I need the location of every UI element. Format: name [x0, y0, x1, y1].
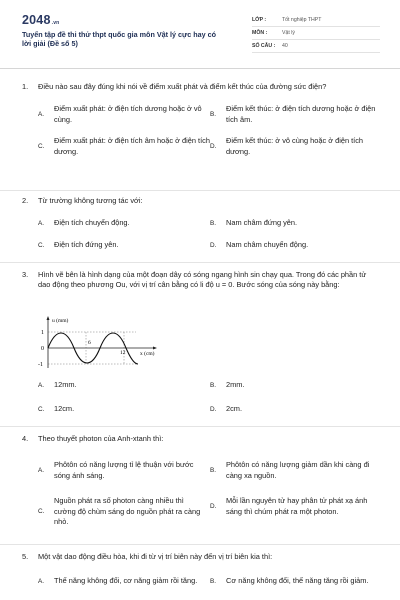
- meta-key: MÔN :: [252, 30, 268, 36]
- option-d[interactable]: [210, 240, 308, 251]
- option-letter: D.: [210, 143, 217, 150]
- meta-value: 40: [282, 43, 288, 49]
- option-letter: B.: [210, 577, 217, 585]
- option-a[interactable]: [38, 218, 130, 229]
- meta-key: SỐ CÂU :: [252, 43, 276, 49]
- question-divider: [0, 426, 400, 427]
- option-letter: A.: [38, 577, 45, 585]
- option-c[interactable]: [38, 404, 74, 415]
- option-text: Nam châm đứng yên.: [226, 218, 298, 227]
- question-4: [22, 434, 380, 544]
- option-letter: B.: [210, 111, 217, 118]
- exam-meta: [252, 14, 380, 53]
- question-5: [22, 552, 380, 598]
- wave-figure: [36, 314, 166, 374]
- question-divider: [0, 544, 400, 545]
- meta-value: Vật lý: [282, 30, 295, 36]
- option-text: Thế năng không đổi, cơ năng giảm rồi tăng.: [54, 576, 198, 585]
- question-text: Một vật dao động điều hòa, khi đi từ vị trí biên này đến vị trí biên kia thì:: [38, 552, 273, 561]
- option-b[interactable]: [210, 104, 378, 125]
- x-tick-12: 12: [120, 350, 126, 356]
- option-letter: C.: [38, 508, 45, 516]
- option-b[interactable]: [210, 380, 244, 391]
- option-letter: D.: [210, 241, 217, 249]
- option-text: 2cm.: [226, 404, 243, 413]
- question-text: Điều nào sau đây đúng khi nói về điểm xuất phát và điểm kết thúc của đường sức điện?: [38, 82, 327, 91]
- option-text: Phôtôn có năng lượng tỉ lệ thuận với bước sóng ánh sáng.: [54, 460, 194, 480]
- option-text: 2mm.: [226, 380, 245, 389]
- option-letter: D.: [210, 503, 217, 510]
- option-b[interactable]: [210, 460, 378, 481]
- option-text: Điểm kết thúc: ở vô cùng hoặc ở điện tích dương.: [226, 136, 364, 156]
- option-text: Điện tích đứng yên.: [54, 240, 119, 249]
- y-tick-1: 1: [41, 330, 44, 336]
- option-d[interactable]: [210, 136, 378, 157]
- meta-value: Tốt nghiệp THPT: [282, 17, 322, 23]
- y-tick-0: 0: [41, 346, 44, 352]
- option-text: Phôtôn có năng lượng giảm dần khi càng đi càng xa nguồn.: [226, 460, 370, 480]
- option-b[interactable]: [210, 218, 297, 229]
- option-c[interactable]: [38, 240, 119, 251]
- option-text: Cơ năng không đổi, thế năng tăng rồi giảm.: [226, 576, 369, 585]
- question-divider: [0, 190, 400, 191]
- option-letter: C.: [38, 405, 45, 413]
- question-divider: [0, 262, 400, 263]
- question-number: 5.: [22, 552, 29, 561]
- option-letter: B.: [210, 381, 217, 389]
- option-letter: D.: [210, 405, 217, 413]
- option-letter: A.: [38, 467, 45, 474]
- meta-row-subject: [252, 27, 380, 40]
- document-header: [0, 0, 400, 62]
- site-logo[interactable]: [22, 13, 59, 27]
- option-letter: B.: [210, 467, 217, 474]
- question-number: 4.: [22, 434, 29, 443]
- option-text: Điểm kết thúc: ở điện tích dương hoặc ở điện tích âm.: [226, 104, 376, 124]
- x-tick-6: 6: [88, 340, 91, 346]
- option-d[interactable]: [210, 496, 378, 517]
- exam-title: Tuyển tập đề thi thử thpt quốc gia môn Vật lý cực hay có lời giải (Đề số 5): [22, 30, 216, 48]
- y-axis-label: u (mm): [52, 318, 69, 324]
- option-d[interactable]: [210, 404, 242, 415]
- question-1: [22, 82, 380, 162]
- option-c[interactable]: [38, 496, 206, 528]
- option-a[interactable]: [38, 460, 206, 481]
- option-letter: A.: [38, 219, 45, 227]
- question-text: Theo thuyết photon của Anh-xtanh thì:: [38, 434, 164, 443]
- option-a[interactable]: [38, 576, 206, 587]
- option-a[interactable]: [38, 380, 77, 391]
- option-letter: A.: [38, 111, 45, 118]
- x-axis-label: x (cm): [140, 351, 155, 357]
- header-divider: [0, 68, 400, 69]
- question-text: Hình vẽ bên là hình dạng của một đoạn dây có sóng ngang hình sin chạy qua. Trong đó các phần tử dao động theo phương Ou, với vị trí cân bằng có li độ u = 0. Bước sóng của sóng này bằng:: [38, 270, 367, 289]
- meta-row-count: [252, 40, 380, 53]
- option-text: 12cm.: [54, 404, 75, 413]
- option-text: Nam châm chuyển động.: [226, 240, 309, 249]
- option-letter: C.: [38, 241, 45, 249]
- question-number: 1.: [22, 82, 29, 91]
- option-text: Mỗi lần nguyên tử hay phân tử phát xạ ánh sáng thì chúm phát ra một photon.: [226, 496, 368, 516]
- option-b[interactable]: [210, 576, 378, 587]
- option-letter: A.: [38, 381, 45, 389]
- meta-row-class: [252, 14, 380, 27]
- question-2: [22, 196, 380, 250]
- option-letter: C.: [38, 143, 45, 150]
- question-number: 2.: [22, 196, 29, 205]
- option-text: Điểm xuất phát: ở điện tích dương hoặc ở vô cùng.: [54, 104, 202, 124]
- logo-text: 2048: [22, 13, 51, 27]
- y-tick-neg1: -1: [38, 362, 43, 368]
- option-text: Nguồn phát ra số photon càng nhiều thì cường độ chùm sáng do nguồn phát ra càng nhỏ.: [54, 496, 201, 526]
- option-text: Điện tích chuyển động.: [54, 218, 130, 227]
- option-a[interactable]: [38, 104, 210, 125]
- option-text: 12mm.: [54, 380, 77, 389]
- question-3-options: [22, 380, 380, 420]
- logo-suffix: .vn: [51, 20, 60, 26]
- question-3: [22, 270, 380, 290]
- option-c[interactable]: [38, 136, 210, 157]
- meta-key: LỚP :: [252, 17, 267, 23]
- question-text: Từ trường không tương tác với:: [38, 196, 143, 205]
- option-letter: B.: [210, 219, 217, 227]
- option-text: Điểm xuất phát: ở điện tích âm hoặc ở điện tích dương.: [54, 136, 210, 156]
- question-number: 3.: [22, 270, 29, 279]
